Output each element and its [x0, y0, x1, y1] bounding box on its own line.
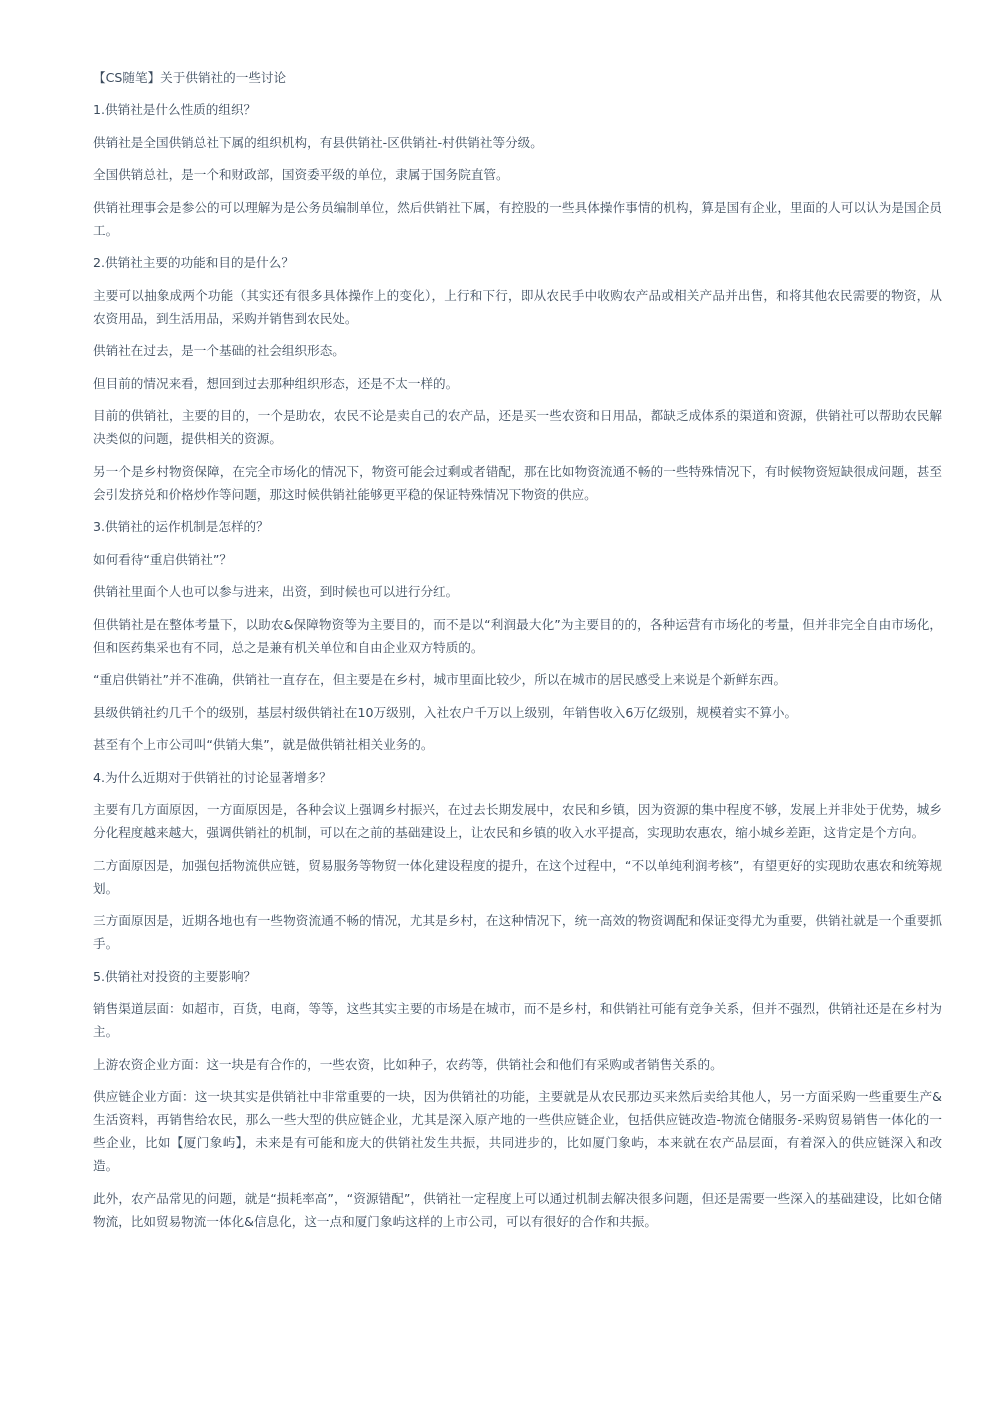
paragraph: 二方面原因是，加强包括物流供应链，贸易服务等物贸一体化建设程度的提升，在这个过程中，“不以单纯利润考核”，有望更好的实现助农惠农和统筹规划。: [93, 857, 942, 896]
paragraph: 但目前的情况来看，想回到过去那种组织形态，还是不太一样的。: [93, 375, 459, 391]
heading-q3: 3.供销社的运作机制是怎样的？: [93, 519, 269, 534]
paragraph: 目前的供销社，主要的目的，一个是助农，农民不论是卖自己的农产品，还是买一些农资和日用品，都缺乏成体系的渠道和资源，供销社可以帮助农民解决类似的问题，提供相关的资源。: [93, 408, 942, 446]
heading-q1: 1.供销社是什么性质的组织？: [93, 102, 257, 117]
paragraph: 但供销社是在整体考量下，以助农&保障物资等为主要目的，而不是以“利润最大化”为主要目的的，各种运营有市场化的考量，但并非完全自由市场化，但和医药集采也有不同，总之是兼有机关单位和自由企业双方特质的。: [93, 616, 942, 655]
paragraph: 另一个是乡村物资保障，在完全市场化的情况下，物资可能会过剩或者错配，那在比如物资流通不畅的一些特殊情况下，有时候物资短缺很成问题，甚至会引发挤兑和价格炒作等问题，那这时候供销社能够更平稳的保证特殊情况下物资的供应。: [93, 463, 942, 502]
heading-q4: 4.为什么近期对于供销社的讨论显著增多？: [93, 769, 332, 785]
paragraph: 县级供销社约几千个的级别，基层村级供销社在10万级别，入社农户千万以上级别，年销售收入6万亿级别，规模着实不算小。: [93, 704, 798, 720]
heading-q5: 5.供销社对投资的主要影响？: [93, 968, 257, 984]
paragraph: 供销社理事会是参公的可以理解为是公务员编制单位，然后供销社下属，有控股的一些具体操作事情的机构，算是国有企业，里面的人可以认为是国企员工。: [93, 199, 942, 238]
paragraph: 主要可以抽象成两个功能（其实还有很多具体操作上的变化），上行和下行，即从农民手中收购农产品或相关产品并出售，和将其他农民需要的物资，从农资用品，到生活用品，采购并销售到农民处。: [93, 287, 942, 326]
paragraph: 三方面原因是，近期各地也有一些物资流通不畅的情况，尤其是乡村，在这种情况下，统一高效的物资调配和保证变得尤为重要，供销社就是一个重要抓手。: [93, 913, 942, 951]
paragraph: 供销社是全国供销总社下属的组织机构，有县供销社-区供销社-村供销社等分级。: [93, 134, 543, 150]
paragraph: 全国供销总社，是一个和财政部，国资委平级的单位，隶属于国务院直管。: [93, 167, 509, 182]
paragraph: 此外，农产品常见的问题，就是“损耗率高”，“资源错配”，供销社一定程度上可以通过机制去解决很多问题，但还是需要一些深入的基础建设，比如仓储物流，比如贸易物流一体化&信息化，这一点和厦门象屿这样的上市公司，可以有很好的合作和共振。: [93, 1190, 942, 1229]
paragraph: 供销社在过去，是一个基础的社会组织形态。: [93, 343, 345, 358]
paragraph: “重启供销社”并不准确，供销社一直存在，但主要是在乡村，城市里面比较少，所以在城市的居民感受上来说是个新鲜东西。: [93, 672, 787, 687]
paragraph: 主要有几方面原因，一方面原因是，各种会议上强调乡村振兴，在过去长期发展中，农民和乡镇，因为资源的集中程度不够，发展上并非处于优势，城乡分化程度越来越大，强调供销社的机制，可以在之前的基础建设上，让农民和乡镇的收入水平提高，实现助农惠农，缩小城乡差距，这肯定是个方向。: [93, 802, 942, 840]
paragraph: 销售渠道层面：如超市，百货，电商，等等，这些其实主要的市场是在城市，而不是乡村，和供销社可能有竞争关系，但并不强烈，供销社还是在乡村为主。: [93, 1001, 942, 1039]
paragraph: 如何看待“重启供销社”？: [93, 551, 232, 567]
document-title: 【CS随笔】关于供销社的一些讨论: [93, 70, 287, 85]
paragraph: 供应链企业方面：这一块其实是供销社中非常重要的一块，因为供销社的功能，主要就是从农民那边买来然后卖给其他人，另一方面采购一些重要生产&生活资料，再销售给农民，那么一些大型的供应链企业，尤其是深入原产地的一些供应链企业，包括供应链改造-物流仓储服务-采购贸易销售一体化的一些企业，比如【厦门象屿】，未来是有可能和庞大的供销社发生共振，共同进步的，比如厦门象屿，本来就在农产品层面，有着深入的供应链深入和改造。: [93, 1089, 942, 1173]
heading-q2: 2.供销社主要的功能和目的是什么？: [93, 255, 294, 270]
paragraph: 供销社里面个人也可以参与进来，出资，到时候也可以进行分红。: [93, 584, 459, 599]
paragraph: 上游农资企业方面：这一块是有合作的，一些农资，比如种子，农药等，供销社会和他们有采购或者销售关系的。: [93, 1056, 723, 1072]
paragraph: 甚至有个上市公司叫“供销大集”，就是做供销社相关业务的。: [93, 737, 434, 752]
